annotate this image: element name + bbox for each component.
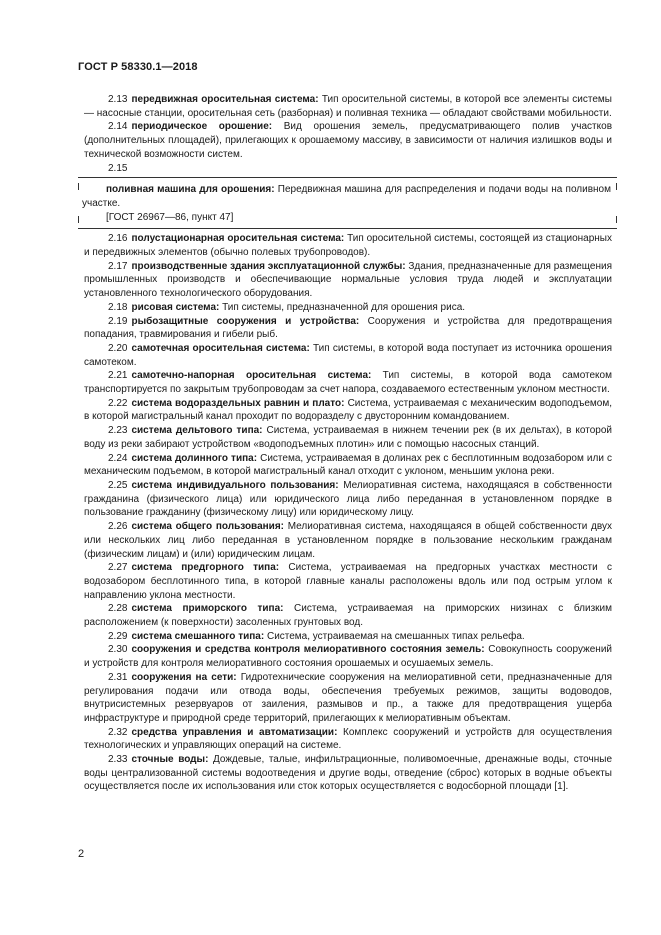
entry-number: 2.25 [108, 479, 128, 491]
definition-text: Тип оросительной системы, в которой все элементы системы — насосные станции, оросительная сеть (разборная) и поливная техника — обладают свойствами мобильности. [84, 94, 612, 119]
definition-text: Мелиоративная система, находящаяся в общей собственности двух или нескольких лиц либо переданная в установленном порядке в пользование нескольким гражданам (физическим лицам) и (или) юридическим лицам. [84, 521, 612, 560]
term: система приморского типа: [131, 603, 284, 615]
definition-text: Система, устраиваемая на приморских низинах с близким расположением (к поверхности) засоленных грунтовых вод. [84, 603, 612, 629]
definition-entry [84, 753, 612, 794]
definition-entry [84, 479, 612, 520]
term: передвижная оросительная система: [131, 94, 319, 105]
term: поливная машина для орошения: [106, 184, 275, 196]
definition-text: Мелиоративная система, находящаяся в собственности гражданина (физического лица) или юридического лица либо переданная в установленном порядке в пользование гражданину (физическому лицу) или юридическому лицу. [84, 479, 613, 519]
definition-text: Здания, предназначенные для размещения промышленных производств и обеспечивающие нормальные условия труда людей и эксплуатации установленного технологического оборудования. [84, 260, 612, 300]
entry-number: 2.26 [108, 521, 128, 533]
definition-text: Гидротехнические сооружения на мелиоративной сети, предназначенные для регулирования подачи или отвода воды, обеспечения требуемых режимов, защиты водоводов, внутрисистемных резервуаров от заиления, размывов и пр., а также для предотвращения ущерба инфраструктуре и природной среде территорий, прилегающих к мелиоративным объектам. [84, 671, 612, 724]
definitions-list-a [84, 93, 612, 175]
definition-text: Сооружения и устройства для предотвращения попадания, травмирования и гибели рыб. [84, 315, 612, 341]
page-number: 2 [78, 848, 85, 860]
definition-entry [84, 93, 612, 120]
definition-entry [84, 342, 612, 369]
term: сточные воды: [131, 754, 209, 766]
term: самотечная оросительная система: [131, 342, 310, 354]
term: система индивидуального пользования: [131, 479, 339, 491]
entry-number: 2.20 [108, 342, 128, 354]
definition-entry [84, 520, 612, 561]
definitions-list-b [84, 232, 612, 794]
entry-number: 2.27 [108, 562, 128, 574]
term: система предгорного типа: [131, 562, 280, 574]
definition-entry [84, 120, 612, 161]
definition-text: Вид орошения земель, предусматривающего полив участков (дополнительных площадей), прилегающих к орошаемому массиву, в зависимости от наличия излишков воды и технической возможности систем. [84, 121, 613, 160]
definition-entry [84, 561, 612, 602]
term: рыбозащитные сооружения и устройства: [131, 315, 360, 327]
term: система долинного типа: [131, 452, 258, 464]
entry-number: 2.33 [108, 754, 128, 766]
term: сооружения на сети: [131, 671, 237, 683]
definition-text: Комплекс сооружений и устройств для осуществления технологических и управляющих операций на системе. [84, 726, 612, 752]
entry-number: 2.23 [108, 425, 128, 437]
term: периодическое орошение: [131, 121, 273, 133]
definition-text: Дождевые, талые, инфильтрационные, поливомоечные, дренажные воды, сточные воды централизованной системы водоотведения и другие воды, отведение (сброс) которых в водные объекты осуществляется после их использования или сток которых осуществляется с водосборной площади [1]. [84, 754, 613, 793]
entry-number: 2.32 [108, 726, 128, 738]
definition-text: Тип системы, в которой вода поступает из источника орошения самотеком. [84, 342, 612, 368]
entry-number: 2.18 [108, 301, 128, 313]
term: система смешанного типа: [131, 630, 265, 642]
entry-number: 2.16 [108, 233, 128, 245]
definition-entry [84, 643, 612, 670]
term: самотечно-напорная оросительная система: [131, 370, 372, 382]
definition-text: Совокупность сооружений и устройств для контроля мелиоративного состояния орошаемых и осушаемых земель. [84, 644, 612, 670]
entry-number: 2.19 [108, 315, 128, 327]
quoted-definition-box [78, 177, 617, 229]
term: средства управления и автоматизации: [131, 726, 338, 738]
entry-number: 2.30 [108, 644, 128, 656]
term: система водораздельных равнин и плато: [131, 397, 345, 409]
term: рисовая система: [131, 301, 220, 313]
definition-text: Система, устраиваемая с механическим водоподъемом, в которой магистральный канал проходит по водоразделу с двусторонним командованием. [84, 397, 612, 423]
definition-text: Система, устраиваемая в долинах рек с бесплотинным водозабором или с механическим подъемом, в которой магистральный канал отходит с уклоном, меньшим уклона реки. [84, 452, 612, 478]
document-header: ГОСТ Р 58330.1—2018 [78, 61, 198, 73]
term: производственные здания эксплуатационной службы: [131, 260, 406, 272]
definition-text: Тип системы, предназначенной для орошения риса. [219, 301, 466, 313]
definition-text: Система, устраиваемая на смешанных типах рельефа. [264, 630, 525, 642]
quoted-definition [82, 183, 611, 210]
entry-number: 2.14 [108, 121, 128, 133]
definition-entry [84, 260, 612, 301]
entry-number: 2.13 [108, 94, 128, 105]
definition-text: Передвижная машина для распределения и подачи воды на поливном участке. [82, 184, 611, 209]
definition-entry [84, 301, 612, 315]
definition-text: Тип оросительной системы, состоящей из стационарных и передвижных элементов (обычно полевых трубопроводов). [84, 233, 612, 259]
entry-number: 2.24 [108, 452, 128, 464]
term: сооружения и средства контроля мелиоративного состояния земель: [131, 644, 485, 656]
entry-number: 2.29 [108, 630, 128, 642]
entry-number: 2.22 [108, 397, 128, 409]
definition-text: Система, устраиваемая на предгорных участках местности с водозабором бесплотинного типа, в которой главные каналы расположены вдоль или под острым углом к направлению уклона местности. [84, 562, 613, 601]
definition-entry [84, 424, 612, 451]
definition-source: [ГОСТ 26967—86, пункт 47] [106, 211, 234, 223]
entry-number: 2.31 [108, 671, 128, 683]
definition-entry [84, 671, 612, 726]
term: система общего пользования: [131, 521, 284, 533]
term: полустационарная оросительная система: [131, 233, 345, 245]
definition-entry [84, 726, 612, 753]
definition-entry [84, 452, 612, 479]
term: система дельтового типа: [131, 425, 263, 437]
definition-text: Тип системы, в которой вода самотеком транспортируется по закрытым трубопроводам за счет напора, создаваемого естественным уклоном местности. [84, 370, 612, 396]
document-body [84, 93, 612, 794]
definition-entry [84, 162, 612, 176]
definition-entry [84, 315, 612, 342]
entry-number: 2.17 [108, 260, 128, 272]
definition-entry [84, 630, 612, 644]
definition-text: Система, устраиваемая в нижнем течении рек (в их дельтах), в которой воду из реки забирают устройством «водоподъемных плотин» или с помощью насосных станций. [84, 425, 612, 450]
definition-entry [84, 369, 612, 396]
entry-number: 2.28 [108, 603, 128, 615]
definition-entry [84, 397, 612, 424]
entry-number: 2.21 [108, 370, 128, 382]
definition-entry [84, 232, 612, 259]
entry-number: 2.15 [108, 162, 128, 174]
definition-entry [84, 602, 612, 629]
